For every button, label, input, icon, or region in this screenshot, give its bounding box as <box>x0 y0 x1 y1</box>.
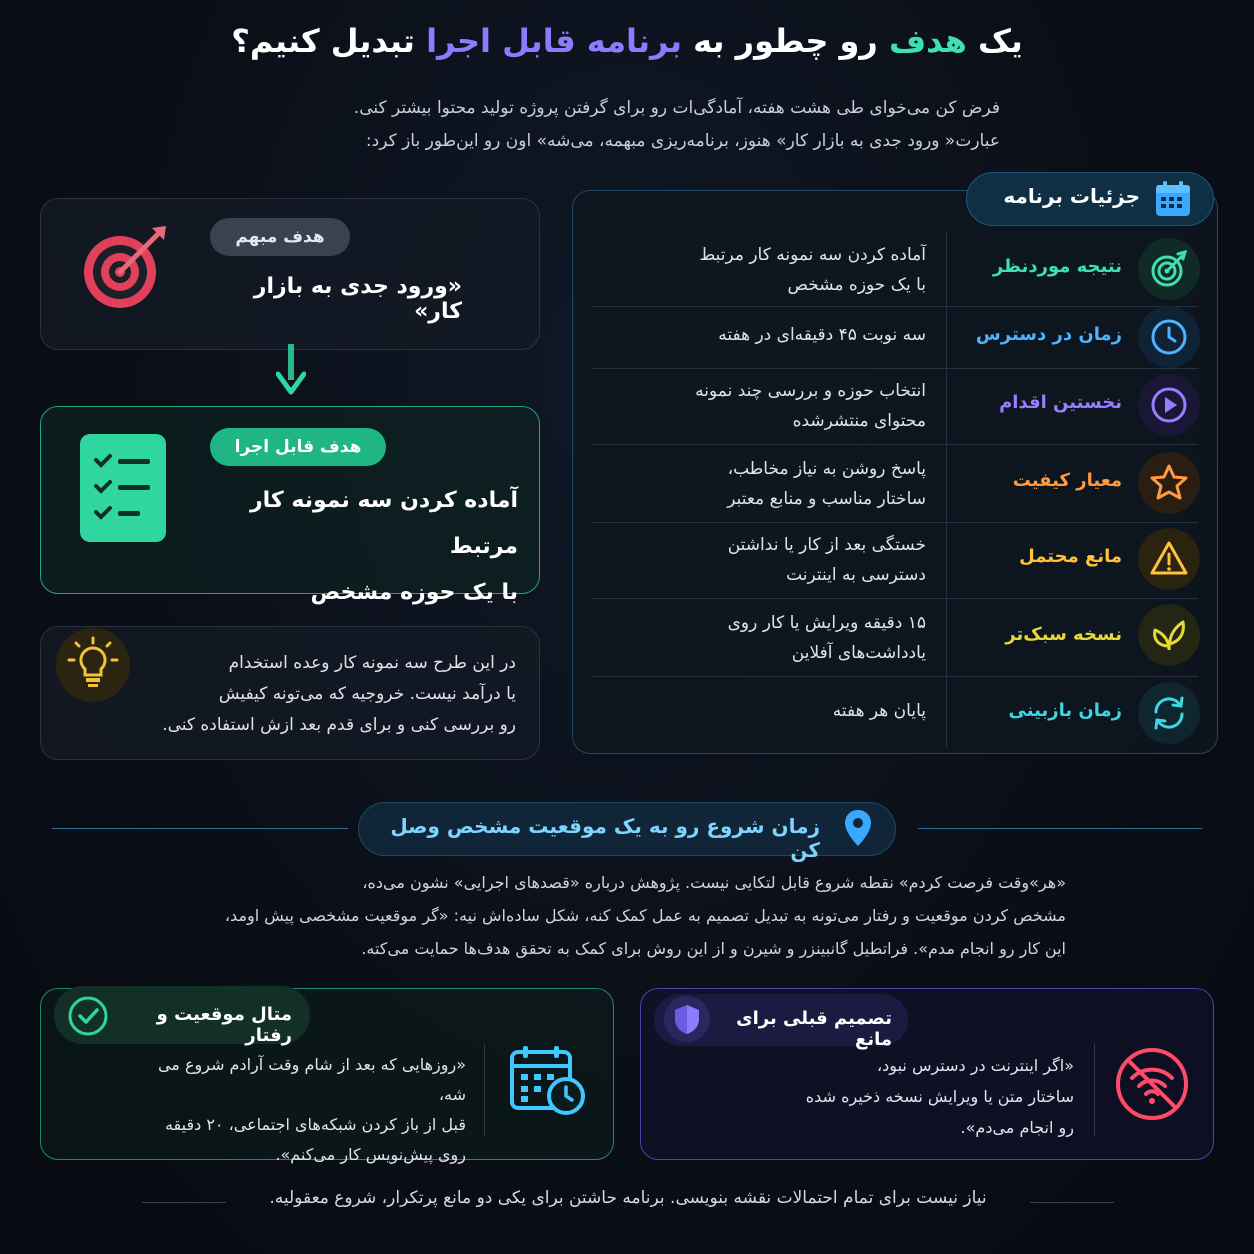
precommit-line-1: «اگر اینترنت در دسترس نبود، <box>877 1056 1074 1075</box>
row-value-line: ۱۵ دقیقه ویرایش یا کار روی <box>727 613 926 633</box>
row-value-line: با یک حوزه مشخص <box>787 275 926 295</box>
example-text <box>140 1050 466 1170</box>
row-label-likely-obstacle: مانع محتمل <box>1019 546 1122 567</box>
section-divider-left <box>52 828 348 829</box>
precommit-line-2: ساختار متن یا ویرایش نسخه ذخیره شده <box>805 1087 1074 1106</box>
row-divider <box>592 522 1198 523</box>
vague-goal-text: «ورود جدی به بازار کار» <box>253 274 462 324</box>
tip-text <box>120 648 516 741</box>
row-label-review-time: زمان بازبینی <box>1008 700 1122 721</box>
row-value-line: آماده کردن سه نمونه کار مرتبط <box>699 245 926 265</box>
calendar-icon <box>1154 180 1192 218</box>
example-line-1: «روزهایی که بعد از شام وقت آرادم شروع می شه، <box>157 1055 466 1104</box>
row-divider <box>592 368 1198 369</box>
precommit-text <box>740 1050 1074 1143</box>
play-icon <box>1138 374 1200 436</box>
checklist-icon <box>80 434 166 542</box>
page-title <box>0 22 1254 60</box>
actionable-goal-line-1: آماده کردن سه نمونه کار مرتبط <box>250 488 518 559</box>
row-value-review-time <box>600 696 926 726</box>
program-details-title: جزئیات برنامه <box>1003 184 1140 208</box>
row-value-quality-criterion <box>600 454 926 514</box>
section-heading: زمان شروع رو به یک موقعیت مشخص وصل کن <box>390 814 820 862</box>
section-line-2: مشخص کردن موقعیت و رفتار می‌تونه به تبدیل تصمیم به عمل کمک کنه، شکل ساده‌اش نیه: «گر موقعیت مشخصی پیش اومد، <box>224 906 1066 925</box>
row-value-line: یادداشت‌های آفلاین <box>791 643 926 663</box>
row-divider <box>592 676 1198 677</box>
lightbulb-icon <box>56 628 130 702</box>
title-highlight-plan: برنامه قابل اجرا <box>426 22 682 60</box>
section-divider-right <box>918 828 1202 829</box>
row-value-line: خستگی بعد از کار یا نداشتن <box>727 535 926 555</box>
warning-icon <box>1138 528 1200 590</box>
row-value-line: دسترسی به اینترنت <box>786 565 926 585</box>
no-wifi-icon <box>1114 1046 1190 1122</box>
actionable-goal-badge: هدف قابل اجرا <box>210 428 386 466</box>
row-value-likely-obstacle <box>600 530 926 590</box>
example-divider <box>484 1044 485 1136</box>
row-value-desired-outcome <box>600 240 926 300</box>
section-line-1: «هر»وقت فرصت کردم» نقطه شروع قابل لتکایی نیست. پژوهش درباره «قصدهای اجرایی» نشون می‌ده، <box>362 873 1066 892</box>
row-label-quality-criterion: معیار کیفیت <box>1012 470 1122 491</box>
intro-line-2: عبارت« ورود جدی به بازار کار» هنوز، برنامه‌ریزی مبهمه، می‌شه» اون رو این‌طور باز کرد: <box>365 131 1000 151</box>
footer-note: نیاز نیست برای تمام احتمالات نقشه بنویسی. برنامه حاشتن برای یکی دو مانع پرتکرار، شروع معقولیه. <box>269 1188 987 1208</box>
arrow-down-icon <box>276 344 306 400</box>
clock-icon <box>1138 306 1200 368</box>
footer-divider-right <box>1030 1202 1114 1203</box>
row-value-available-time <box>600 320 926 350</box>
intro-text <box>150 92 1000 158</box>
example-title: متال موقعیت و رفتار <box>156 1004 292 1046</box>
row-value-line: پایان هر هفته <box>832 701 926 721</box>
row-value-line: پاسخ روشن به نیاز مخاطب، <box>727 459 926 479</box>
row-value-line: محتوای منتشرشده <box>792 411 926 431</box>
title-part-5: تبدیل کنیم؟ <box>231 22 415 60</box>
details-column-divider <box>946 232 947 748</box>
row-value-line: ساختار مناسب و منابع معتبر <box>727 489 926 509</box>
calendar-clock-icon <box>508 1044 590 1120</box>
row-label-lighter-version: نسخه سبک‌تر <box>1005 624 1122 645</box>
row-value-first-action <box>600 376 926 436</box>
leaf-icon <box>1138 604 1200 666</box>
tip-line-3: رو بررسی کنی و برای قدم بعد ازش استفاده کنی. <box>162 715 516 735</box>
location-pin-icon <box>842 808 874 848</box>
tip-line-1: در این طرح سه نمونه کار وعده استخدام <box>228 653 516 673</box>
example-line-2: قبل از باز کردن شبکه‌های اجتماعی، ۲۰ دقیقه <box>164 1115 466 1134</box>
check-circle-icon <box>66 994 110 1038</box>
refresh-icon <box>1138 682 1200 744</box>
vague-goal-badge: هدف مبهم <box>210 218 350 256</box>
target-icon <box>80 222 170 312</box>
footer-divider-left <box>142 1202 226 1203</box>
example-line-3: روی پیش‌نویس کار می‌کنم». <box>275 1145 466 1164</box>
row-divider <box>592 444 1198 445</box>
row-label-desired-outcome: نتیجه موردنظر <box>992 256 1122 277</box>
row-value-line: سه نوبت ۴۵ دقیقه‌ای در هفته <box>718 325 926 345</box>
title-part-3: رو چطور به <box>693 22 878 60</box>
section-line-3: این کار رو انجام مدم». فراتطیل گانبینزر و شیرن و از این روش برای کمک به تحقق هدف‌ها حمایت می‌کته. <box>361 939 1066 958</box>
star-icon <box>1138 452 1200 514</box>
title-part-1: یک <box>977 22 1023 60</box>
title-highlight-goal: هدف <box>888 22 967 60</box>
tip-line-2: یا درآمد نیست. خروجیه که می‌تونه کیفیش <box>218 684 516 704</box>
intro-line-1: فرض کن می‌خوای طی هشت هفته، آمادگی‌ات رو برای گرفتن پروژه تولید محتوا بیشتر کنی. <box>353 98 1000 118</box>
row-divider <box>592 598 1198 599</box>
shield-icon <box>664 996 710 1042</box>
row-divider <box>592 306 1198 307</box>
target-icon <box>1138 238 1200 300</box>
row-label-available-time: زمان در دسترس <box>975 324 1122 345</box>
row-label-first-action: نخستین اقدام <box>999 392 1122 413</box>
row-value-lighter-version <box>600 608 926 668</box>
actionable-goal-text <box>200 478 518 616</box>
precommit-line-3: رو انجام می‌دم». <box>960 1118 1074 1137</box>
precommit-title: تصمیم قبلی برای مانع <box>736 1008 892 1050</box>
precommit-divider <box>1094 1044 1095 1136</box>
actionable-goal-line-2: با یک حوزه مشخص <box>310 580 518 605</box>
row-value-line: انتخاب حوزه و بررسی چند نمونه <box>695 381 926 401</box>
section-body <box>170 866 1066 965</box>
